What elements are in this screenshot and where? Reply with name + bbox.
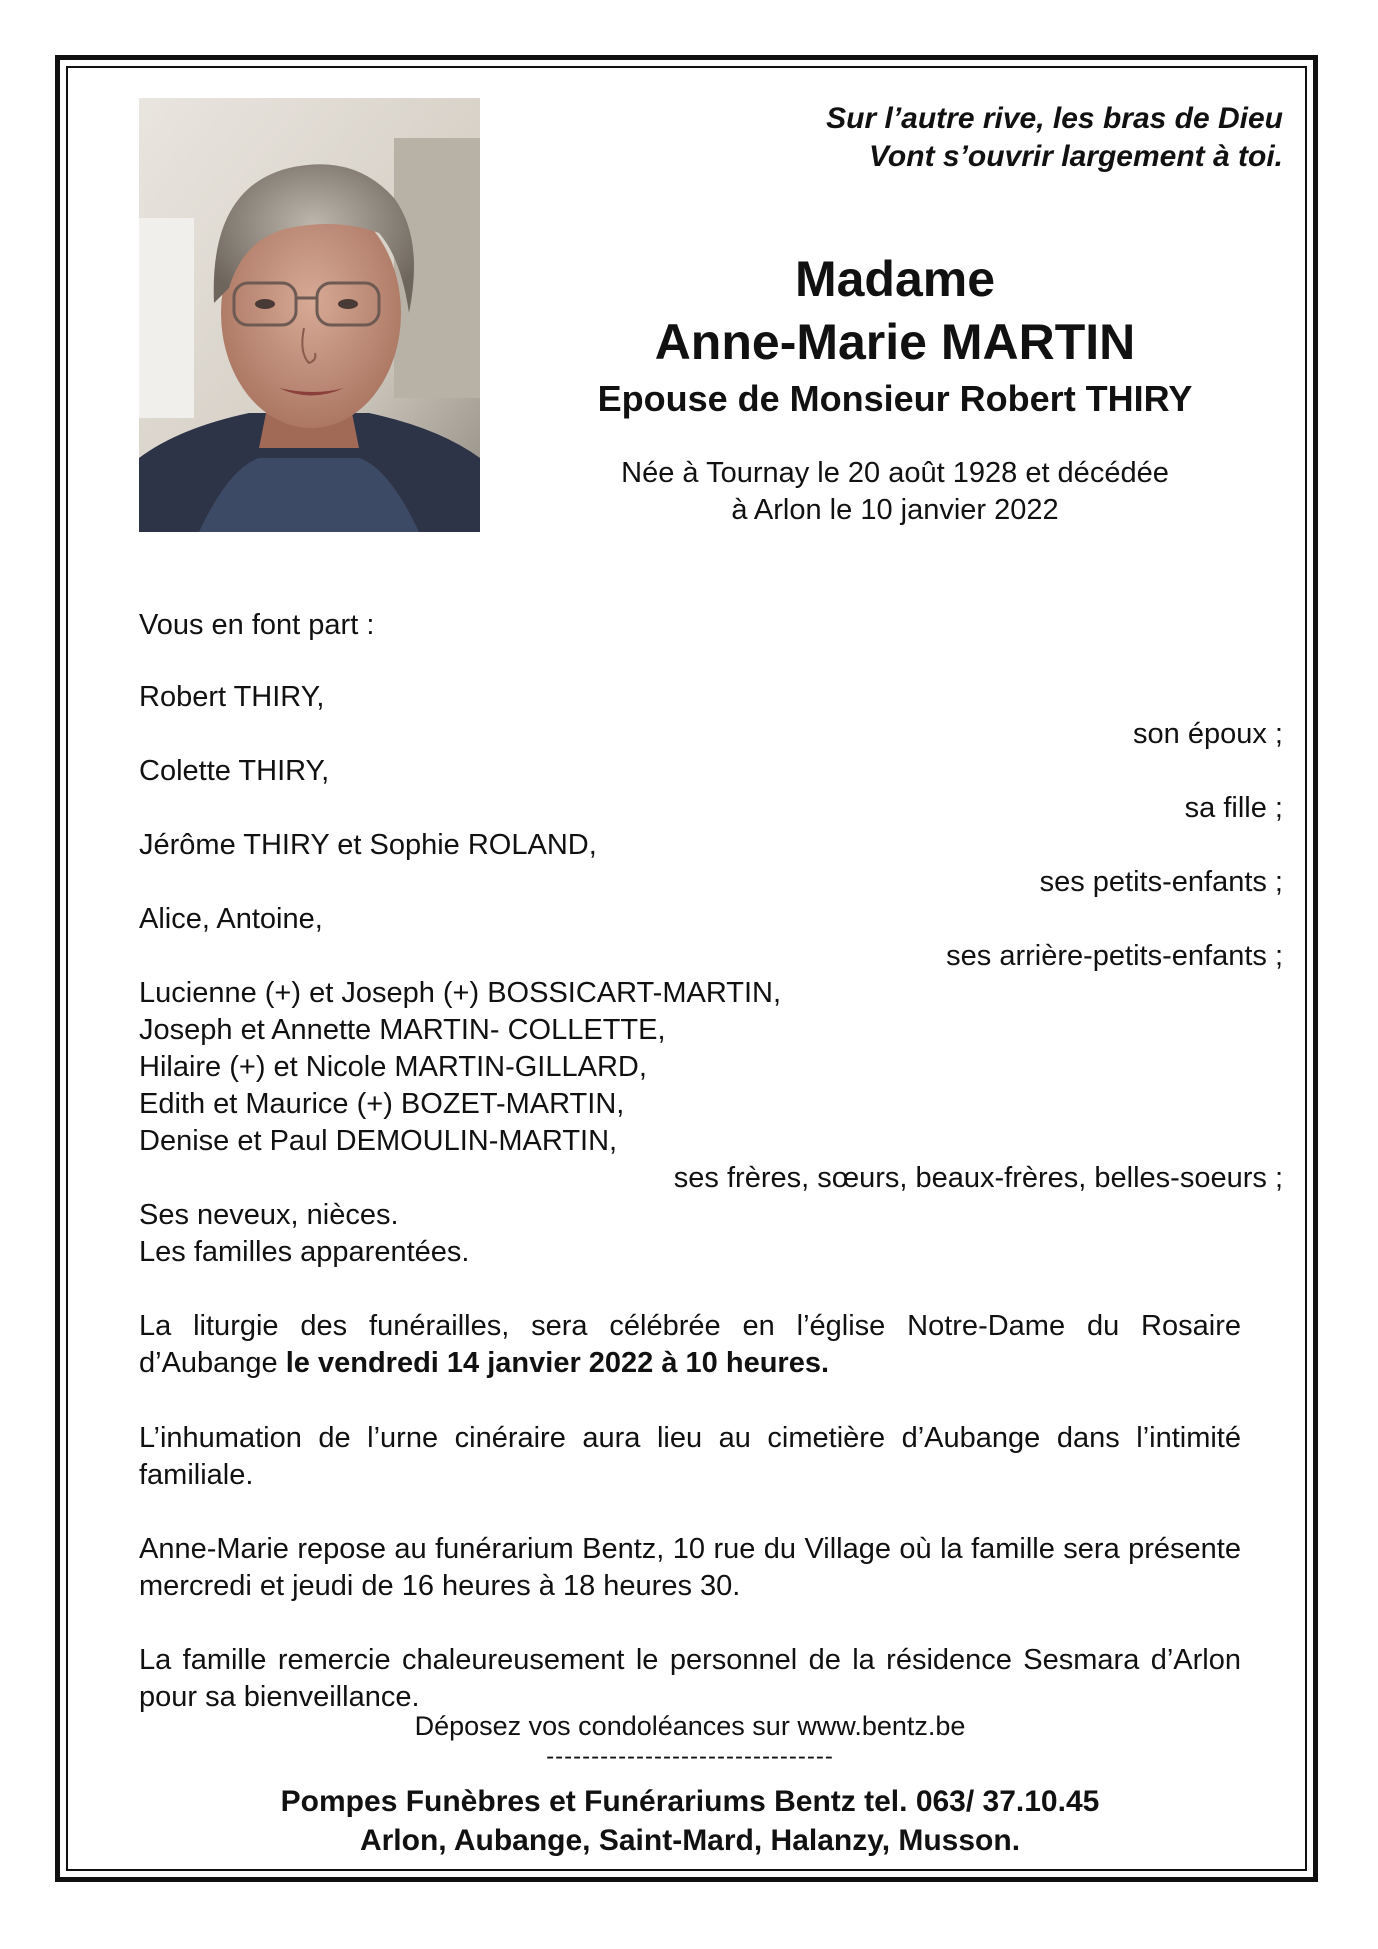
spouse-line: Epouse de Monsieur Robert THIRY: [597, 378, 1193, 419]
family-name: Colette THIRY,: [139, 755, 330, 787]
extra-line: Les familles apparentées.: [139, 1236, 470, 1268]
family-name: Jérôme THIRY et Sophie ROLAND,: [139, 829, 597, 861]
family-name: Edith et Maurice (+) BOZET-MARTIN,: [139, 1088, 625, 1120]
family-name: Joseph et Annette MARTIN- COLLETTE,: [139, 1014, 666, 1046]
epigraph-line-1: Sur l’autre rive, les bras de Dieu: [826, 102, 1283, 135]
epigraph-line-2: Vont s’ouvrir largement à toi.: [869, 140, 1283, 173]
family-relation: ses petits-enfants ;: [1039, 866, 1283, 898]
liturgy-text: La liturgie des funérailles, sera célébrée en l’église Notre-Dame du Rosaire d’Aubange: [139, 1310, 1241, 1379]
company-line: Pompes Funèbres et Funérariums Bentz tel. 063/ 37.10.45: [280, 1785, 1100, 1818]
condolences-line: Déposez vos condoléances sur www.bentz.be: [414, 1711, 966, 1741]
separator: --------------------------------: [546, 1743, 834, 1770]
extra-line: Ses neveux, nièces.: [139, 1199, 399, 1231]
dates-line-1: Née à Tournay le 20 août 1928 et décédée: [621, 457, 1169, 489]
family-name: Robert THIRY,: [139, 681, 325, 713]
dates-line-2: à Arlon le 10 janvier 2022: [731, 494, 1059, 526]
portrait-photo: [139, 98, 480, 532]
thanks-paragraph: La famille remercie chaleureusement le personnel de la résidence Sesmara d’Arlon pour sa bienveillance.: [139, 1644, 1241, 1713]
inhumation-paragraph: L’inhumation de l’urne cinéraire aura lieu au cimetière d’Aubange dans l’intimité familiale.: [139, 1422, 1241, 1491]
intro-text: Vous en font part :: [139, 609, 375, 641]
birth-death-dates: [545, 455, 1245, 529]
family-relation: ses frères, sœurs, beaux-frères, belles-soeurs ;: [673, 1162, 1283, 1194]
deceased-name: Anne-Marie MARTIN: [654, 314, 1136, 370]
family-relation: ses arrière-petits-enfants ;: [946, 940, 1283, 972]
family-relation: sa fille ;: [1184, 792, 1283, 824]
repose-paragraph: Anne-Marie repose au funérarium Bentz, 10 rue du Village où la famille sera présente mercredi et jeudi de 16 heures à 18 heures 30.: [139, 1533, 1241, 1602]
family-name: Denise et Paul DEMOULIN-MARTIN,: [139, 1125, 618, 1157]
family-name: Hilaire (+) et Nicole MARTIN-GILLARD,: [139, 1051, 647, 1083]
epigraph: [826, 100, 1283, 176]
locations-line: Arlon, Aubange, Saint-Mard, Halanzy, Musson.: [359, 1824, 1021, 1857]
family-relation: son époux ;: [1133, 718, 1283, 750]
honorific: Madame: [794, 251, 996, 307]
family-name: Lucienne (+) et Joseph (+) BOSSICART-MARTIN,: [139, 977, 782, 1009]
liturgy-paragraph: [139, 1308, 1241, 1382]
family-name: Alice, Antoine,: [139, 903, 323, 935]
liturgy-date: le vendredi 14 janvier 2022 à 10 heures.: [285, 1347, 830, 1379]
